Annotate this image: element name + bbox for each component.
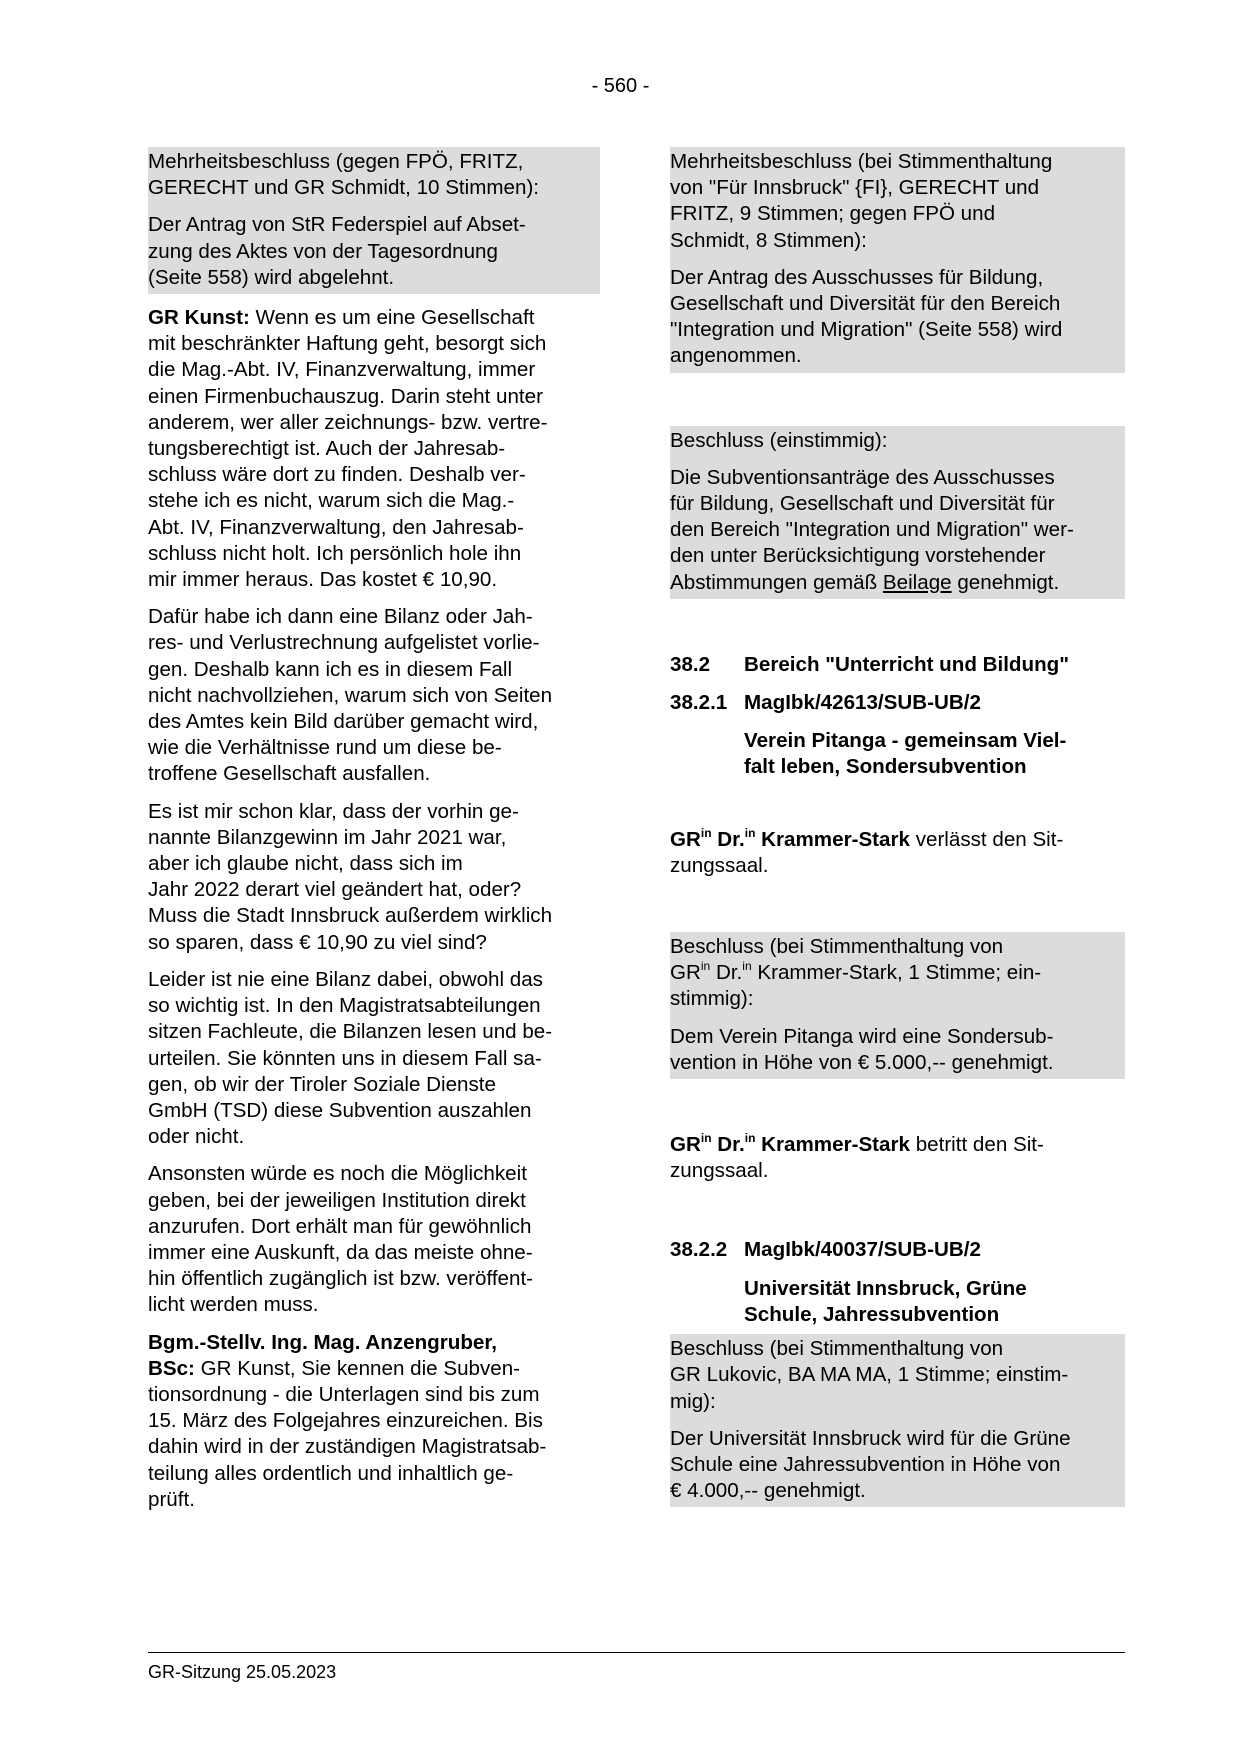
speaker-name: Bgm.-Stellv. Ing. Mag. Anzengruber, bbox=[148, 1330, 497, 1354]
resolution-text: Dem Verein Pitanga wird eine Sondersub- vention in Höhe von € 5.000,-- genehmigt. bbox=[670, 1024, 1054, 1074]
resolution-text: Der Antrag des Ausschusses für Bildung, Gesellschaft und Diversität für den Bereich "Integration und Migration" (Seite 558) wird angenommen. bbox=[670, 265, 1063, 368]
section-heading-38-2: 38.2 Bereich "Unterricht und Bildung" bbox=[670, 652, 1070, 676]
resolution-line: Beschluss (einstimmig): bbox=[670, 428, 888, 452]
resolution-box bbox=[670, 147, 1125, 373]
resolution-line: Beschluss (bei Stimmenthaltung von $GR^{in}$ Dr.$^{in}$ Krammer-Stark, 1 Stimme; ein- stimmig): bbox=[670, 935, 1042, 1011]
resolution-box bbox=[148, 147, 600, 294]
section-heading-38-2-2: 38.2.2 MagIbk/40037/SUB-UB/2 bbox=[670, 1238, 981, 1262]
speech-anzengruber: Bgm.-Stellv. Ing. Mag. Anzengruber, BSc: GR Kunst, Sie kennen die Subven- tionsordnung - die Unterlagen sind bis zum 15. März des Folgejahres einzureichen. Bis dahin wird in der zuständigen Magistratsab- teilung alles ordentlich und inhaltlich ge- prüft. bbox=[148, 1330, 547, 1511]
resolution-line: Mehrheitsbeschluss (gegen FPÖ, FRITZ, GERECHT und GR Schmidt, 10 Stimmen): bbox=[148, 150, 540, 200]
attendance-note-leave: $GR^{in}$ Dr.$^{in}$ Krammer-Stark verlässt den Sit- zungssaal. bbox=[670, 825, 1064, 877]
resolution-line: Mehrheitsbeschluss (bei Stimmenthaltung von "Für Innsbruck" {FI}, GERECHT und FRITZ, 9 Stimmen; gegen FPÖ und Schmidt, 8 Stimmen): bbox=[670, 150, 1053, 252]
speaker-name-suffix: BSc: bbox=[148, 1356, 195, 1380]
beilage-link[interactable]: Beilage bbox=[882, 570, 952, 594]
resolution-text: Die Subventionsanträge des Ausschusses für Bildung, Gesellschaft und Diversität für den Bereich "Integration und Migration" wer- den unter Berücksichtigung vorstehender Abstimmungen gemäß Beilage genehmigt. bbox=[670, 465, 1074, 594]
section-subtitle: Universität Innsbruck, Grüne Schule, Jahressubvention bbox=[744, 1276, 1027, 1326]
paragraph: Dafür habe ich dann eine Bilanz oder Jah- res- und Verlustrechnung aufgelistet vorlie- gen. Deshalb kann ich es in diesem Fall nicht nachvollziehen, warum sich von Seiten des Amtes kein Bild darüber gemacht wird, wie die Verhältnisse rund um diese be- troffene Gesellschaft ausfallen. bbox=[148, 605, 553, 786]
resolution-box bbox=[670, 1334, 1125, 1507]
section-subtitle: Verein Pitanga - gemeinsam Viel- falt leben, Sondersubvention bbox=[744, 729, 1067, 779]
speaker-name: GR Kunst: bbox=[148, 306, 250, 330]
attendance-note-enter: $GR^{in}$ Dr.$^{in}$ Krammer-Stark betritt den Sit- zungssaal. bbox=[670, 1131, 1044, 1183]
resolution-box bbox=[670, 426, 1125, 599]
paragraph: Es ist mir schon klar, dass der vorhin ge- nannte Bilanzgewinn im Jahr 2021 war, aber ich glaube nicht, dass sich im Jahr 2022 derart viel geändert hat, oder? Muss die Stadt Innsbruck außerdem wirklich so sparen, dass € 10,90 zu viel sind? bbox=[148, 799, 553, 954]
page-number: - 560 - bbox=[591, 75, 650, 97]
speech-gr-kunst: GR Kunst: Wenn es um eine Gesellschaft mit beschränkter Haftung geht, besorgt sich die Mag.-Abt. IV, Finanzverwaltung, immer einen Firmenbuchauszug. Darin steht unter anderem, wer aller zeichnungs- bzw. vertre- tungsberechtigt ist. Auch der Jahresab- schluss wäre dort zu finden. Deshalb ver- stehe ich es nicht, warum sich die Mag.- Abt. IV, Finanzverwaltung, den Jahresab- schluss nicht holt. Ich persönlich hole ihn mir immer heraus. Das kostet € 10,90. bbox=[148, 306, 548, 592]
paragraph: Leider ist nie eine Bilanz dabei, obwohl das so wichtig ist. In den Magistratsabteilungen sitzen Fachleute, die Bilanzen lesen und be- urteilen. Sie könnten uns in diesem Fall sa- gen, ob wir der Tiroler Soziale Dienste GmbH (TSD) diese Subvention auszahlen oder nicht. bbox=[148, 967, 553, 1149]
resolution-text: Der Universität Innsbruck wird für die Grüne Schule eine Jahressubvention in Höhe von € 4.000,-- genehmigt. bbox=[670, 1426, 1071, 1503]
resolution-text: Der Antrag von StR Federspiel auf Abset- zung des Aktes von der Tagesordnung (Seite 558) wird abgelehnt. bbox=[148, 213, 526, 289]
footer-divider bbox=[148, 1652, 1125, 1653]
right-column bbox=[670, 147, 1125, 1518]
resolution-box bbox=[670, 932, 1125, 1079]
left-column bbox=[148, 147, 600, 1524]
resolution-line: Beschluss (bei Stimmenthaltung von GR Lukovic, BA MA MA, 1 Stimme; einstim- mig): bbox=[670, 1337, 1069, 1413]
footer-text: GR-Sitzung 25.05.2023 bbox=[148, 1662, 337, 1682]
section-heading-38-2-1: 38.2.1 MagIbk/42613/SUB-UB/2 bbox=[670, 691, 981, 715]
paragraph: Ansonsten würde es noch die Möglichkeit geben, bei der jeweiligen Institution direkt anzurufen. Dort erhält man für gewöhnlich immer eine Auskunft, da das meiste ohne- hin öffentlich zugänglich ist bzw. veröffent- licht werden muss. bbox=[148, 1162, 534, 1317]
